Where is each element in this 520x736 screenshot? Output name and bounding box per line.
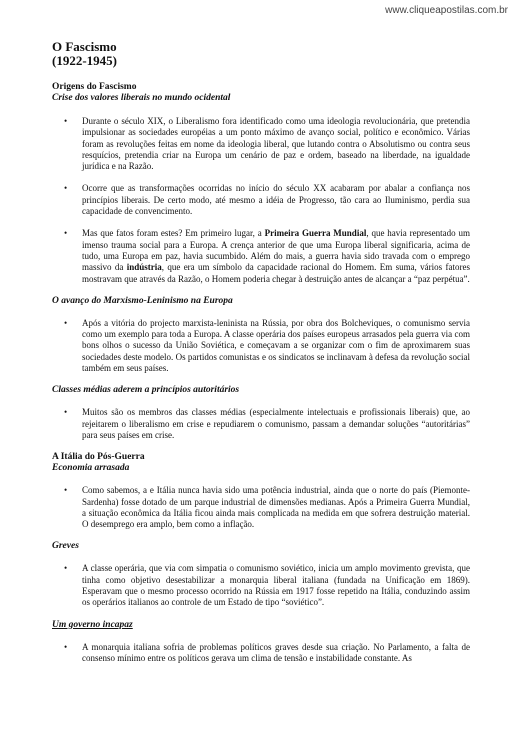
section-subheading: Economia arrasada [52,463,130,474]
bullet-icon: • [64,228,68,239]
bullet-icon: • [64,641,68,652]
section-classes-medias [52,385,470,441]
list-item [64,563,470,608]
paragraph-text: A classe operária, que via com simpatia o comunismo soviético, inicia um amplo movimento grevista, que tinha como objetivo desestabilizar a monarquia liberal italiana (fundada na Unificação em 1869). Esperavam que o mesmo processo ocorrido na Rússia em 1917 fosse repetido na Itália, conduzindo assim os operários italianos ao controle de um Estado de tipo “soviético”. [82,563,470,608]
paragraph-text: Ocorre que as transformações ocorridas no início do século XX acabaram por abalar a confiança nos princípios liberais. De certo modo, até mesmo a idéia de Progresso, tão cara ao Iluminismo, perdia sua capacidade de convencimento. [82,183,470,217]
text-run: , que havia representado um imenso trauma social para a Europa. A crença anterior de que uma Europa liberal significaria, acima de tudo, uma Europa em paz, havia sucumbido. Além do mais, a guerra havia sido travada com o emprego massivo da [82,228,470,273]
bullet-icon: • [64,183,68,194]
list-item [64,485,470,530]
section-governo [52,620,470,665]
section-subheading: Crise dos valores liberais no mundo ocidental [52,93,231,103]
section-heading: Origens do Fascismo [52,82,137,92]
bullet-icon: • [64,563,68,574]
section-subheading: Greves [52,541,79,552]
paragraph-text: Durante o século XIX, o Liberalismo fora identificado como uma ideologia revolucionária, que pretendia impulsionar as sociedades européias a um ponto máximo de avanço social, político e econômico. Várias foram as revoluções feitas em nome da ideologia liberal, que lutando contra o Absolutismo ou contra seus resquícios, pretendia criar na Europa um cenário de paz e ordem, baseado na liberdade, na igualdade jurídica e na Razão. [82,116,470,172]
list-item [64,318,470,374]
title-line-1: O Fascismo [52,39,117,54]
section-origens [52,82,470,285]
section-subheading: Um governo incapaz [52,619,133,630]
list-item [64,116,470,172]
bullet-icon: • [64,407,68,418]
section-subheading: O avanço do Marxismo-Leninismo na Europa [52,295,233,306]
paragraph-text: Após a vitória do projecto marxista-leninista na Rússia, por obra dos Bolcheviques, o comunismo servia como um exemplo para toda a Europa. A classe operária dos países europeus arrasados pela guerra via com bons olhos o sucesso da União Soviética, e começavam a se organizar com o fim de aproximarem suas sociedades deste modelo. Os partidos comunistas e os sindicatos se inclinavam à defesa da revolução social também em seus países. [82,317,470,374]
paragraph-text [82,228,470,283]
document-body [52,40,470,664]
bold-term: indústria [126,262,162,273]
bold-term: Primeira Guerra Mundial [264,228,367,239]
bullet-icon: • [64,485,68,496]
paragraph-text: Como sabemos, a e Itália nunca havia sido uma potência industrial, ainda que o norte do país (Piemonte-Sardenha) fosse dotado de um parque industrial de dimensões medianas. Após a Primeira Guerra Mundial, a situação econômica da Itália ficou ainda mais complicada na medida em que sofrera destruição material. O desemprego era amplo, bem como a inflação. [82,485,470,530]
document-title [52,40,470,68]
paragraph-text: A monarquia italiana sofria de problemas políticos graves desde sua criação. No Parlamento, a falta de consenso mínimo entre os políticos gerava um clima de tensão e instabilidade constante. As [82,641,470,663]
section-italia [52,452,470,530]
paragraph-text: Muitos são os membros das classes médias (especialmente intelectuais e profissionais liberais) que, ao rejeitarem o liberalismo em crise e repudiarem o comunismo, passam a demandar soluções “autoritárias” para seus países em crise. [82,407,470,440]
title-line-2: (1922-1945) [52,53,117,68]
section-marxismo [52,296,470,374]
list-item [64,183,470,217]
list-item [64,407,470,441]
list-item [64,228,470,284]
bullet-icon: • [64,317,68,328]
bullet-icon: • [64,116,68,126]
text-run: Mas que fatos foram estes? Em primeiro lugar, a [82,228,265,239]
section-subheading: Classes médias aderem a princípios autoritários [52,385,240,396]
list-item [64,642,470,665]
site-url[interactable]: www.cliqueapostilas.com.br [385,5,508,16]
section-greves [52,541,470,608]
section-heading: A Itália do Pós-Guerra [52,452,145,463]
text-run: , que era um símbolo da capacidade racional do Homem. Em suma, vários fatores mostravam que através da Razão, o Homem poderia chegar à destruição antes de alcançar a “paz perpétua”. [82,262,471,284]
